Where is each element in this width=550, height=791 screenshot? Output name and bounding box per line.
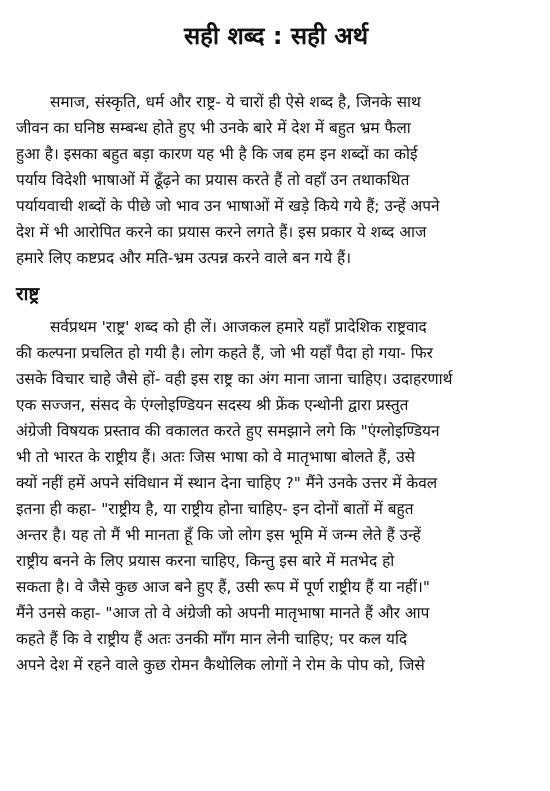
section-line: क्यों नहीं हमें अपने संविधान में स्थान देना चाहिए ?" मैंने उनके उत्तर में केवल bbox=[16, 473, 438, 492]
section-line: भी तो भारत के राष्ट्रीय हैं। अतः जिस भाषा को वे मातृभाषा बोलते हैं, उसे bbox=[16, 447, 415, 466]
section-line: सकता है। वे जैसे कुछ आज बने हुए हैं, उसी रूप में पूर्ण राष्ट्रीय हैं या नहीं।" bbox=[16, 577, 430, 596]
section-line: कहते हैं कि वे राष्ट्रीय हैं अतः उनकी माँग मान लेनी चाहिए; पर कल यदि bbox=[16, 629, 408, 648]
intro-line: पर्याय विदेशी भाषाओं में ढूँढ़ने का प्रयास करते हैं तो वहाँ उन तथाकथित bbox=[16, 170, 410, 189]
intro-paragraph bbox=[16, 89, 536, 271]
section-line: अपने देश में रहने वाले कुछ रोमन कैथोलिक लोगों ने रोम के पोप को, जिसे bbox=[16, 655, 425, 674]
section-paragraph bbox=[16, 314, 536, 678]
page-title: सही शब्द : सही अर्थ bbox=[183, 22, 369, 50]
intro-line: हुआ है। इसका बहुत बड़ा कारण यह भी है कि जब हम इन शब्दों का कोई bbox=[16, 144, 418, 163]
intro-line: समाज, संस्कृति, धर्म और राष्ट्र- ये चारों ही ऐसे शब्द है, जिनके साथ bbox=[50, 92, 421, 111]
intro-line: देश में भी आरोपित करने का प्रयास करने लगते हैं। इस प्रकार ये शब्द आज bbox=[16, 222, 427, 241]
section-line: अन्तर है। यह तो मैं भी मानता हूँ कि जो लोग इस भूमि में जन्म लेते हैं उन्हें bbox=[16, 525, 421, 544]
intro-line: जीवन का घनिष्ठ सम्बन्ध होते हुए भी उनके बारे में देश में बहुत भ्रम फैला bbox=[16, 118, 411, 137]
intro-line: हमारे लिए कष्टप्रद और मति-भ्रम उत्पन्न करने वाले बन गये हैं। bbox=[16, 248, 352, 267]
section-line: अंग्रेजी विषयक प्रस्ताव की वकालत करते हुए समझाने लगे कि "एंग्लोइण्डियन bbox=[16, 421, 440, 440]
section-line: मैंने उनसे कहा- "आज तो वे अंग्रेजी को अपनी मातृभाषा मानते हैं और आप bbox=[16, 603, 430, 622]
section-line: इतना ही कहा- "राष्ट्रीय है, या राष्ट्रीय होना चाहिए- इन दोनों बातों में बहुत bbox=[16, 499, 414, 518]
section-line: राष्ट्रीय बनने के लिए प्रयास करना चाहिए, किन्तु इस बारे में मतभेद हो bbox=[16, 551, 395, 570]
section-line: की कल्पना प्रचलित हो गयी है। लोग कहते हैं, जो भी यहाँ पैदा हो गया- फिर bbox=[16, 343, 433, 362]
intro-line: पर्यायवाची शब्दों के पीछे जो भाव उन भाषाओं में खड़े किये गये हैं; उन्हें अपने bbox=[16, 196, 440, 215]
section-line: सर्वप्रथम 'राष्ट्र' शब्द को ही लें। आजकल हमारे यहाँ प्रादेशिक राष्ट्रवाद bbox=[50, 317, 427, 336]
section-line: उसके विचार चाहे जैसे हों- वही इस राष्ट्र का अंग माना जाना चाहिए। उदाहरणार्थ bbox=[16, 369, 453, 388]
section-heading-rashtra: राष्ट्र bbox=[16, 283, 40, 305]
section-line: एक सज्जन, संसद के एंग्लोइण्डियन सदस्य श्री फ्रेंक एन्थोनी द्वारा प्रस्तुत bbox=[16, 395, 409, 414]
